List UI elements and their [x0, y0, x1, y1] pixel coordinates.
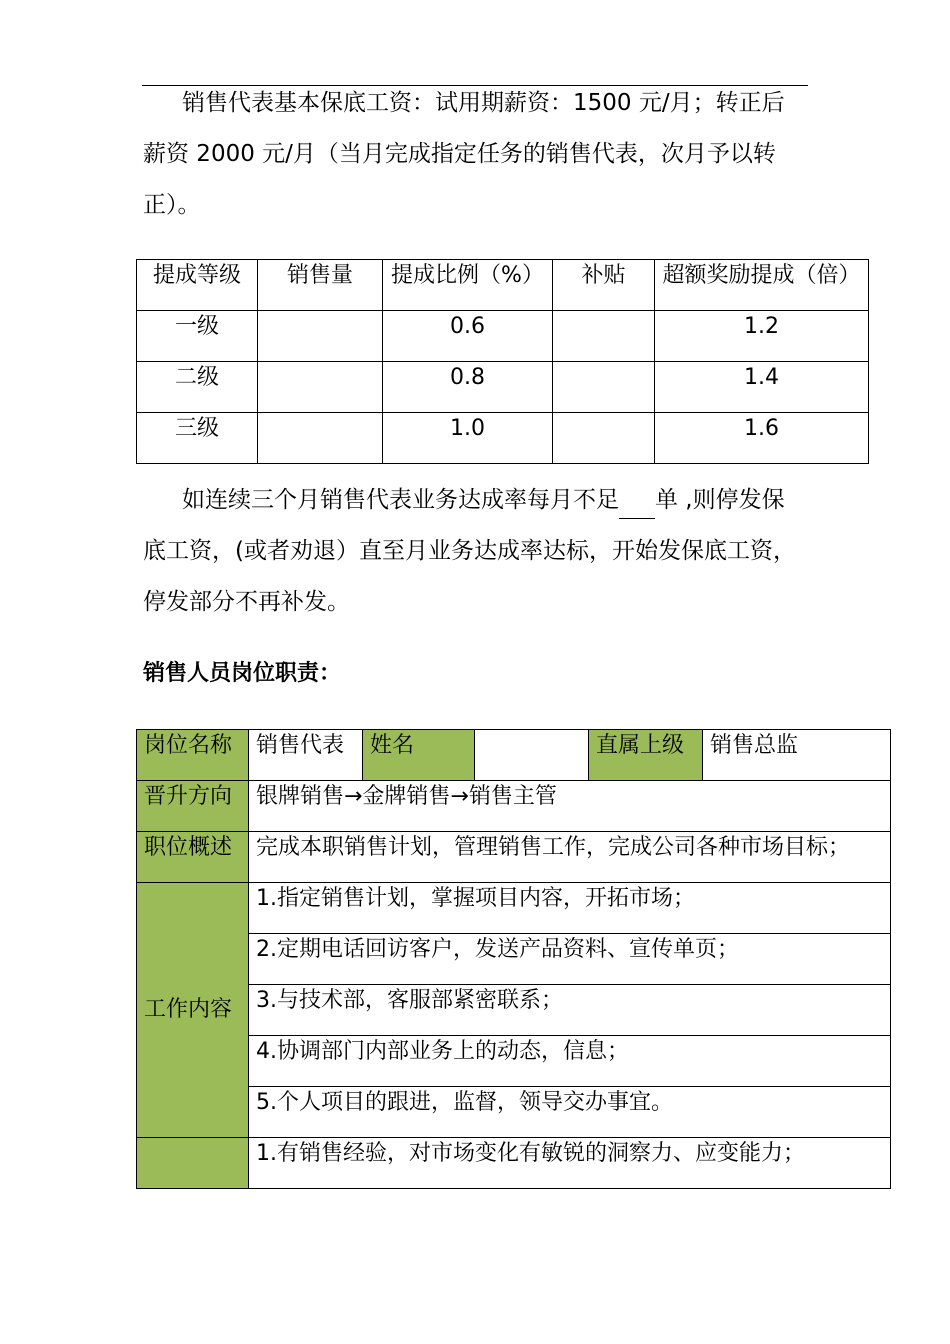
position-label: 岗位名称	[137, 730, 249, 781]
table-row	[137, 1036, 891, 1087]
work-item: 5.个人项目的跟进，监督，领导交办事宜。	[249, 1087, 891, 1138]
header-cell: 提成等级	[137, 260, 258, 311]
table-cell	[258, 311, 383, 362]
overview-value: 完成本职销售计划，管理销售工作，完成公司各种市场目标；	[249, 832, 891, 883]
work-item: 4.协调部门内部业务上的动态，信息；	[249, 1036, 891, 1087]
position-value: 销售代表	[249, 730, 363, 781]
intro-line-1: 销售代表基本保底工资：试用期薪资：1500 元/月；转正后	[182, 90, 785, 116]
header-cell: 补贴	[553, 260, 655, 311]
table-cell: 0.8	[383, 362, 553, 413]
header-cell: 销售量	[258, 260, 383, 311]
table-cell: 1.4	[655, 362, 869, 413]
work-item: 1.指定销售计划，掌握项目内容，开拓市场；	[249, 883, 891, 934]
rule-line-3: 停发部分不再补发。	[143, 589, 350, 615]
table-cell: 1.2	[655, 311, 869, 362]
table-cell: 一级	[137, 311, 258, 362]
work-content-label: 工作内容	[137, 883, 249, 1138]
duties-heading: 销售人员岗位职责：	[143, 661, 342, 686]
superior-label: 直属上级	[589, 730, 703, 781]
work-item: 2.定期电话回访客户，发送产品资料、宣传单页；	[249, 934, 891, 985]
table-cell: 1.0	[383, 413, 553, 464]
requirement-item: 1.有销售经验，对市场变化有敏锐的洞察力、应变能力；	[249, 1138, 891, 1189]
name-label: 姓名	[363, 730, 475, 781]
table-row	[137, 311, 869, 362]
intro-paragraph	[143, 78, 815, 231]
table-cell	[258, 413, 383, 464]
table-row	[137, 934, 891, 985]
commission-table	[136, 259, 869, 464]
overview-label: 职位概述	[137, 832, 249, 883]
table-row	[137, 985, 891, 1036]
table-row	[137, 1138, 891, 1189]
rule-line-1b: 单 ,则停发保	[655, 487, 785, 513]
promotion-value: 银牌销售→金牌销售→销售主管	[249, 781, 891, 832]
superior-value: 销售总监	[703, 730, 891, 781]
rule-line-2: 底工资，(或者劝退）直至月业务达成率达标，开始发保底工资，	[143, 538, 796, 564]
table-row	[137, 730, 891, 781]
table-cell	[553, 362, 655, 413]
intro-line-2: 薪资 2000 元/月（当月完成指定任务的销售代表，次月予以转	[143, 141, 776, 167]
table-row	[137, 362, 869, 413]
table-row	[137, 1087, 891, 1138]
table-cell: 三级	[137, 413, 258, 464]
table-cell: 1.6	[655, 413, 869, 464]
table-row	[137, 781, 891, 832]
job-duties-table	[136, 729, 891, 1189]
rule-line-1a: 如连续三个月销售代表业务达成率每月不足	[182, 487, 619, 513]
table-row	[137, 413, 869, 464]
intro-line-3: 正）。	[143, 192, 201, 218]
header-cell: 提成比例（%）	[383, 260, 553, 311]
table-row	[137, 883, 891, 934]
table-cell	[553, 413, 655, 464]
rule-paragraph	[143, 475, 815, 628]
table-header-row	[137, 260, 869, 311]
work-item: 3.与技术部，客服部紧密联系；	[249, 985, 891, 1036]
table-cell: 0.6	[383, 311, 553, 362]
table-cell	[258, 362, 383, 413]
header-cell: 超额奖励提成（倍）	[655, 260, 869, 311]
table-cell: 二级	[137, 362, 258, 413]
fill-in-blank	[619, 492, 655, 519]
requirement-label	[137, 1138, 249, 1189]
table-row	[137, 832, 891, 883]
promotion-label: 晋升方向	[137, 781, 249, 832]
table-cell	[553, 311, 655, 362]
name-value	[475, 730, 589, 781]
